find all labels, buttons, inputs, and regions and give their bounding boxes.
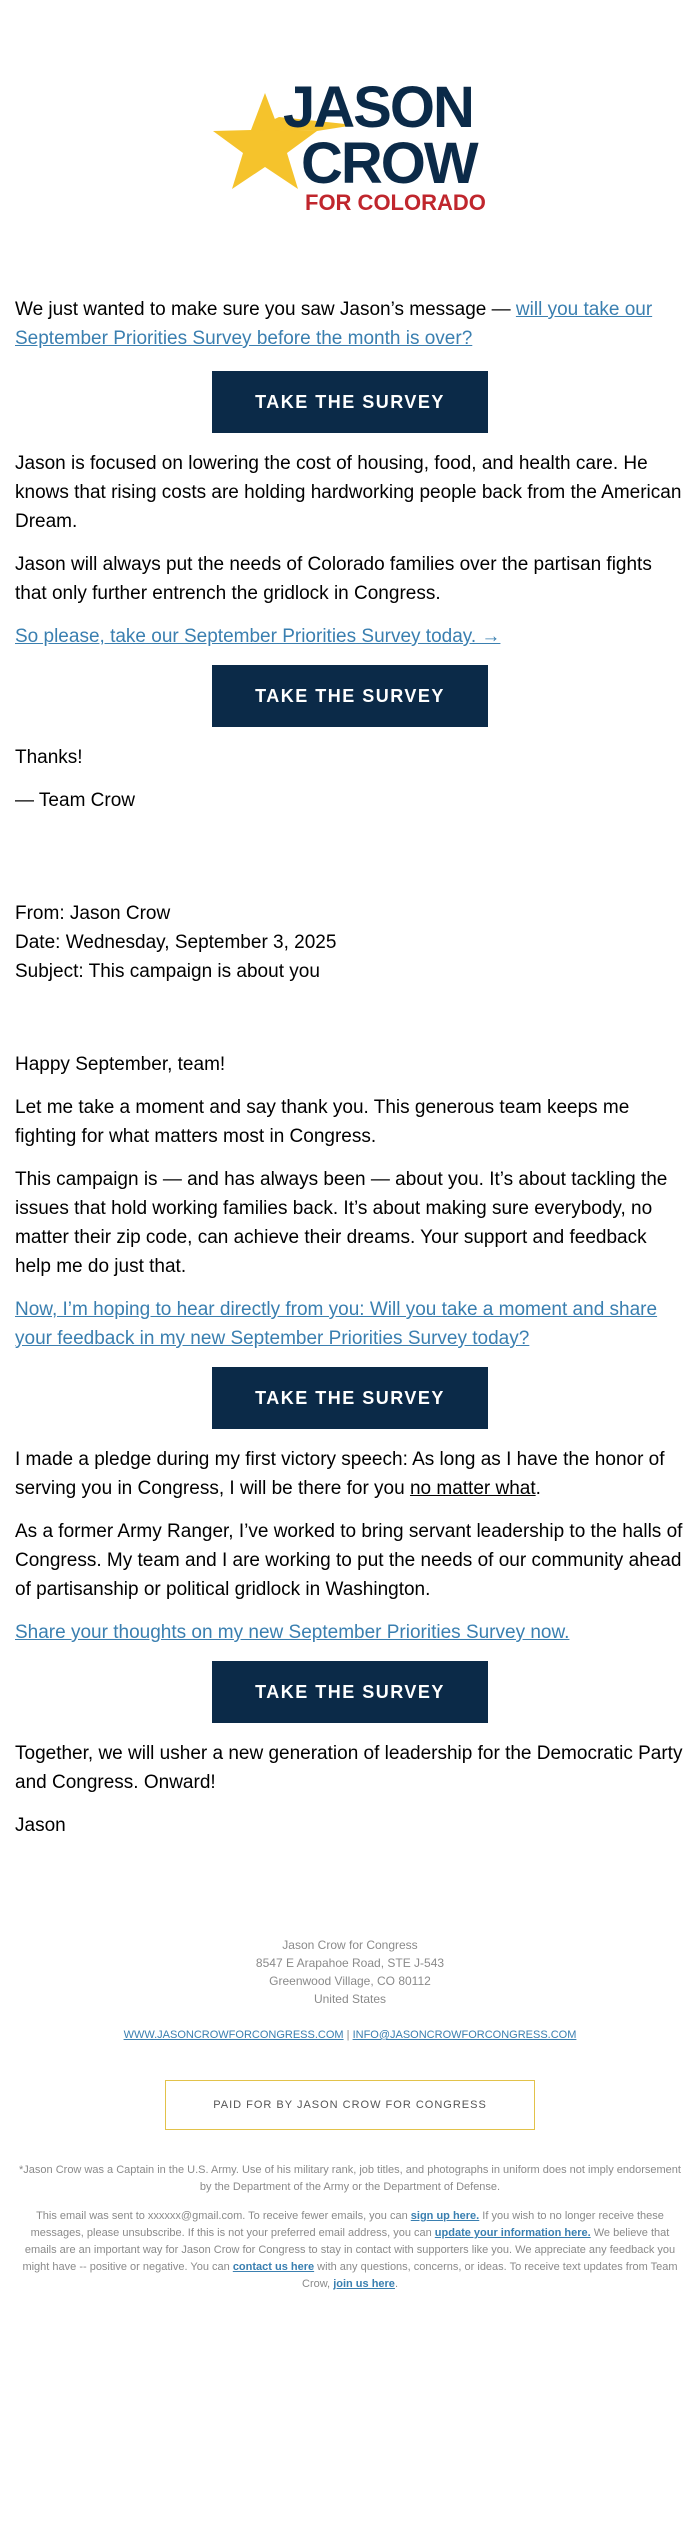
letter-paragraph-2: This campaign is — and has always been — about you. It’s about tackling the issues that hold working families back. It’s about making sure everybody, no matter their zip code, can achieve their dreams. Your support and feedback help me do just that.	[15, 1169, 668, 1277]
notice-text-4: with any questions, concerns, or ideas. To receive text updates from Team Crow,	[302, 2261, 678, 2290]
letter-survey-link-1[interactable]: Now, I’m hoping to hear directly from you: Will you take a moment and share your feedback in my new September Priorities Survey today?	[15, 1299, 658, 1349]
intro-lead-text: We just wanted to make sure you saw Jason’s message —	[15, 299, 516, 320]
forwarded-date: Date: Wednesday, September 3, 2025	[15, 932, 337, 953]
forwarded-subject: Subject: This campaign is about you	[15, 961, 320, 982]
letter-paragraph-1: Let me take a moment and say thank you. This generous team keeps me fighting for what matters most in Congress.	[15, 1097, 630, 1147]
intro-paragraph-1: Jason is focused on lowering the cost of housing, food, and health care. He knows that rising costs are holding hardworking people back from the American Dream.	[15, 453, 682, 532]
logo-line2: CROW	[301, 131, 477, 196]
email-link[interactable]: INFO@JASONCROWFORCONGRESS.COM	[352, 2029, 577, 2041]
sign-up-link[interactable]: sign up here.	[410, 2210, 480, 2222]
notice-text-1: This email was sent to xxxxxx@gmail.com. To receive fewer emails, you can	[36, 2210, 411, 2222]
unsubscribe-notice	[15, 2208, 685, 2293]
military-disclaimer: *Jason Crow was a Captain in the U.S. Army. Use of his military rank, job titles, and photographs in uniform does not imply endorsement by the Department of the Army or the Department of Defense.	[19, 2164, 681, 2193]
intro-survey-link[interactable]: will you take our September Priorities Survey before the month is over?	[15, 299, 653, 349]
footer-address-2: Greenwood Village, CO 80112	[269, 1974, 431, 1988]
paid-for-box: PAID FOR BY JASON CROW FOR CONGRESS	[165, 2080, 535, 2130]
take-survey-button-3[interactable]: TAKE THE SURVEY	[212, 1367, 488, 1429]
campaign-logo	[205, 65, 495, 225]
intro-lead	[15, 295, 685, 353]
notice-text-5: .	[394, 2278, 398, 2290]
intro-thanks: Thanks!	[15, 747, 83, 768]
take-survey-button-2[interactable]: TAKE THE SURVEY	[212, 665, 488, 727]
letter-survey-link-2[interactable]: Share your thoughts on my new September Priorities Survey now.	[15, 1622, 570, 1643]
intro-survey-link-2[interactable]: So please, take our September Priorities Survey today. →	[15, 626, 501, 647]
letter-greeting: Happy September, team!	[15, 1054, 226, 1075]
logo-line1: JASON	[283, 75, 473, 140]
update-info-link[interactable]: update your information here.	[434, 2227, 591, 2239]
letter-paragraph-3-end: .	[535, 1478, 541, 1499]
footer	[15, 1936, 685, 2293]
join-us-link[interactable]: join us here	[333, 2278, 395, 2290]
logo-line3: FOR COLORADO	[305, 190, 486, 215]
letter-paragraph-4: As a former Army Ranger, I’ve worked to bring servant leadership to the halls of Congress. My team and I are working to put the needs of our community ahead of partisanship or political gridlock in Washington.	[15, 1521, 683, 1600]
footer-org: Jason Crow for Congress	[282, 1938, 418, 1952]
letter-paragraph-3	[15, 1445, 685, 1503]
footer-links	[15, 2026, 685, 2044]
letter-emphasis: no matter what	[409, 1478, 536, 1499]
footer-country: United States	[313, 1992, 387, 2006]
take-survey-button-1[interactable]: TAKE THE SURVEY	[212, 371, 488, 433]
letter-signature: Jason	[15, 1815, 66, 1836]
footer-address-1: 8547 E Arapahoe Road, STE J-543	[255, 1956, 445, 1970]
notice-text-2: If you wish to no longer receive these messages, please unsubscribe. If this is not your preferred email address, you can	[30, 2210, 664, 2239]
email-page	[0, 65, 700, 2293]
letter-paragraph-3-text: I made a pledge during my first victory speech: As long as I have the honor of serving you in Congress, I will be there for you	[15, 1449, 665, 1499]
forwarded-from: From: Jason Crow	[15, 903, 171, 924]
forwarded-header	[15, 899, 685, 986]
notice-text-3: We believe that emails are an important way for Jason Crow for Congress to stay in contact with supporters like you. We appreciate any feedback you might have -- positive or negative. You can	[22, 2227, 676, 2273]
letter-paragraph-5: Together, we will usher a new generation of leadership for the Democratic Party and Congress. Onward!	[15, 1743, 683, 1793]
intro-paragraph-2: Jason will always put the needs of Colorado families over the partisan fights that only further entrench the gridlock in Congress.	[15, 554, 652, 604]
take-survey-button-4[interactable]: TAKE THE SURVEY	[212, 1661, 488, 1723]
contact-us-link[interactable]: contact us here	[232, 2261, 315, 2273]
footer-link-separator: |	[346, 2029, 350, 2041]
website-link[interactable]: WWW.JASONCROWFORCONGRESS.COM	[123, 2029, 344, 2041]
intro-signoff: — Team Crow	[15, 790, 136, 811]
